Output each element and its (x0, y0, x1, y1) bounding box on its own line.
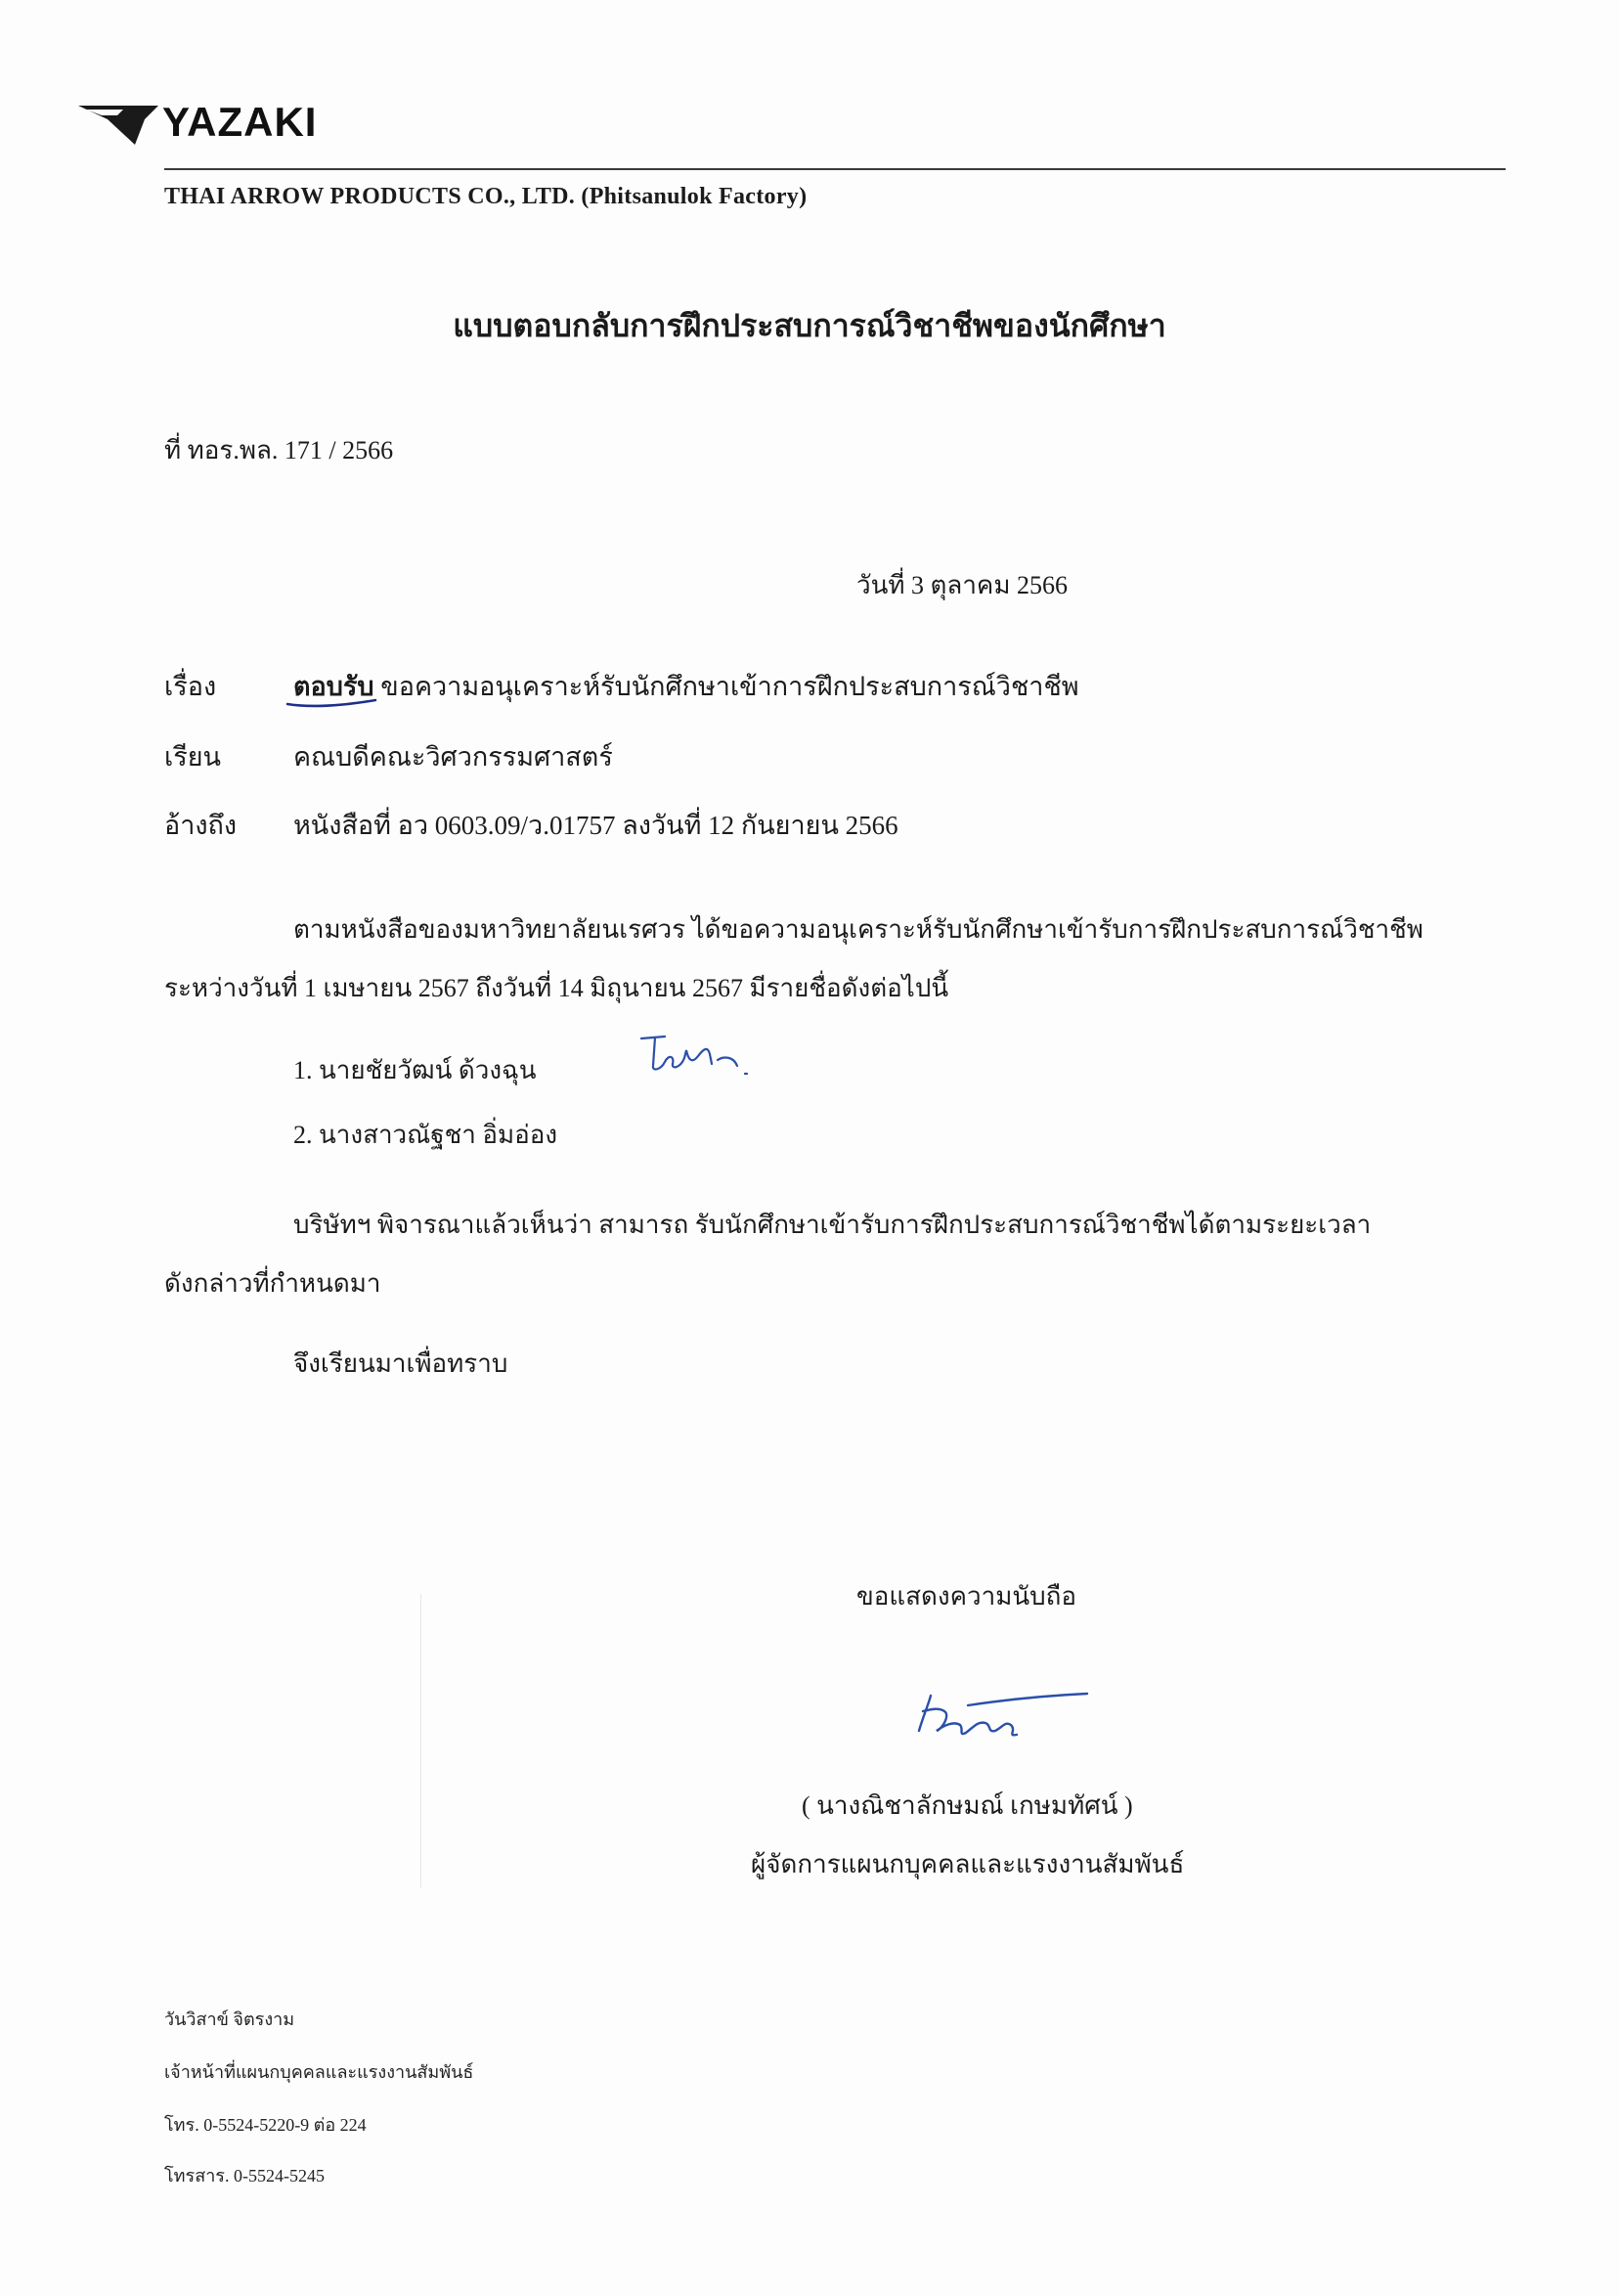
subject-label: เรื่อง (164, 672, 217, 701)
footer-fax: โทรสาร. 0-5524-5245 (164, 2166, 325, 2186)
to-recipient: คณบดีคณะวิศวกรรมศาสตร์ (293, 742, 613, 772)
header-divider (164, 168, 1506, 170)
reference-label: อ้างถึง (164, 811, 238, 840)
company-name: THAI ARROW PRODUCTS CO., LTD. (Phitsanulok Factory) (164, 184, 808, 209)
subject-line (293, 665, 1079, 707)
sign-off: ขอแสดงความนับถือ (856, 1582, 1076, 1611)
yazaki-logo (78, 98, 317, 147)
footer-phone: โทร. 0-5524-5220-9 ต่อ 224 (164, 2115, 367, 2135)
paragraph-1-line-1: ตามหนังสือของมหาวิทยาลัยนเรศวร ได้ขอความอนุเคราะห์รับนักศึกษาเข้ารับการฝึกประสบการณ์วิชาชีพ (293, 915, 1423, 944)
document-title: แบบตอบกลับการฝึกประสบการณ์วิชาชีพของนักศึกษา (453, 308, 1166, 343)
signer-position: ผู้จัดการแผนกบุคคลและแรงงานสัมพันธ์ (751, 1850, 1185, 1878)
subject-underline-mark (285, 696, 379, 710)
letter-date: วันที่ 3 ตุลาคม 2566 (856, 571, 1068, 599)
footer-contact-position: เจ้าหน้าที่แผนกบุคคลและแรงงานสัมพันธ์ (164, 2062, 474, 2082)
student-item-2: 2. นางสาวณัฐชา อิ่มอ่อง (293, 1121, 558, 1149)
student-item-1: 1. นายชัยวัฒน์ ด้วงฉุน (293, 1056, 537, 1084)
to-label: เรียน (164, 742, 222, 772)
paragraph-1-line-2: ระหว่างวันที่ 1 เมษายน 2567 ถึงวันที่ 14 มิถุนายน 2567 มีรายชื่อดังต่อไปนี้ (164, 974, 949, 1002)
paragraph-2-line-1: บริษัทฯ พิจารณาแล้วเห็นว่า สามารถ รับนักศึกษาเข้ารับการฝึกประสบการณ์วิชาชีพได้ตามระยะเวลา (293, 1211, 1372, 1239)
yazaki-arrow-icon (78, 98, 158, 147)
manager-signature (909, 1682, 1095, 1750)
subject-text: ขอความอนุเคราะห์รับนักศึกษาเข้าการฝึกประสบการณ์วิชาชีพ (373, 672, 1079, 701)
scan-artifact-line (420, 1594, 421, 1887)
paragraph-2-line-2: ดังกล่าวที่กำหนดมา (164, 1269, 381, 1298)
student-initials-signature (635, 1027, 782, 1085)
footer-contact-name: วันวิสาข์ จิตรงาม (164, 2009, 295, 2029)
closing-line: จึงเรียนมาเพื่อทราบ (293, 1349, 508, 1378)
reference-number: ที่ ทอร.พล. 171 / 2566 (164, 436, 394, 464)
reference-document: หนังสือที่ อว 0603.09/ว.01757 ลงวันที่ 12 กันยายน 2566 (293, 811, 898, 840)
subject-keyword: ตอบรับ (293, 672, 374, 701)
signer-name: ( นางณิชาลักษมณ์ เกษมทัศน์ ) (802, 1791, 1133, 1820)
logo-wordmark: YAZAKI (162, 99, 318, 145)
